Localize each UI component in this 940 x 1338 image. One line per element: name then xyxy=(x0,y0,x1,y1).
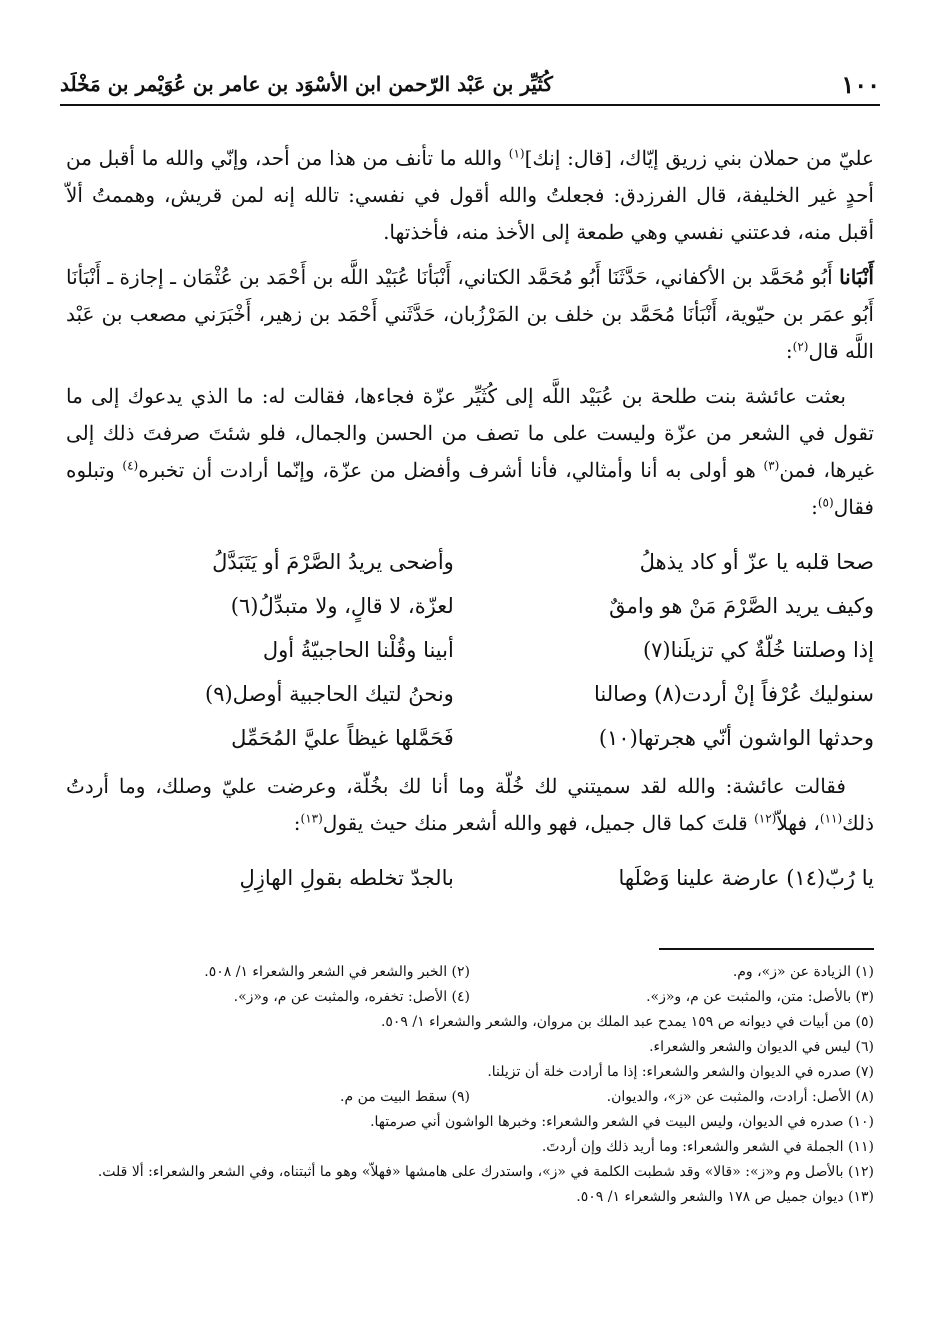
footnote: (٥) من أبيات في ديوانه ص ١٥٩ يمدح عبد الملك بن مروان، والشعر والشعراء ١/ ٥٠٩. xyxy=(380,1014,874,1030)
poem-block xyxy=(66,540,874,760)
footnote: (٣) بالأصل: متن، والمثبت عن م، و«ز». xyxy=(646,989,874,1005)
footnote: (١) الزيادة عن «ز»، وم. xyxy=(732,964,874,980)
footnote-row xyxy=(66,1185,874,1210)
page-header xyxy=(60,64,880,106)
footnote-ref: (٣) xyxy=(763,458,780,473)
verse-line xyxy=(66,540,874,584)
footnote: (٨) الأصل: أرادت، والمثبت عن «ز»، والديوان. xyxy=(606,1089,874,1105)
paragraph-4: فقالت عائشة: والله لقد سميتني لك خُلّة وما أنا لك بخُلّة، وعرضت عليّ وصلك، وما أردتُ ذلك$^{(١١)}$، فهلاّ$^{(١٢)}$ قلتَ كما قال جميل، فهو والله أشعر منك حيث يقول$^{(١٣)}$: xyxy=(66,774,874,835)
footnote-row xyxy=(66,1035,874,1060)
footnote: (٦) ليس في الديوان والشعر والشعراء. xyxy=(649,1039,874,1055)
footnote-ref: (٥) xyxy=(817,495,834,510)
verse-second-half: بالجدّ تخلطه بقولِ الهازِلِ xyxy=(239,865,454,890)
verse-second-half: لعزّة، لا قالٍ، ولا متبدِّلُ(٦) xyxy=(230,593,454,618)
footnote: (٩) سقط البيت من م. xyxy=(340,1089,470,1105)
verse-first-half: سنوليك عُرْفاً إنْ أردت(٨) وصالنا xyxy=(594,681,874,706)
verse-second-half: ونحنُ لتيك الحاجبية أوصل(٩) xyxy=(205,681,454,706)
verse-first-half: إذا وصلتنا خُلّةٌ كي تزيلَنا(٧) xyxy=(642,637,874,662)
footnote-row xyxy=(66,1160,874,1185)
footnote-row xyxy=(66,1135,874,1160)
footnote: (١١) الجملة في الشعر والشعراء: وما أريد ذلك وإن أردتَ. xyxy=(541,1139,874,1155)
footnote: (٢) الخبر والشعر في الشعر والشعراء ١/ ٥٠٨. xyxy=(204,964,470,980)
verse-second-half: وأضحى يريدُ الصَّرْمَ أو يَتَبَدَّلُ xyxy=(212,549,454,574)
paragraph-2: أَنْبَانا أَبُو مُحَمَّد بن الأكفاني، حَدَّثَنَا أَبُو مُحَمَّد الكتاني، أَنْبَأنَا عُبَيْد اللَّه بن أَحْمَد بن عُثْمَان ـ إجازة ـ أَنْبَأنَا أَبُو عمَر بن حيّوية، أَنْبَأنَا مُحَمَّد بن خلف بن المَرْزُبان، حَدَّثَني أَحْمَد بن زهير، أَخْبَرَني مصعب بن عَبْد اللَّه قال$^{(٢)}$: xyxy=(66,265,874,363)
footnote: (١٢) بالأصل وم و«ز»: «قالا» وقد شطبت الكلمة في «ز»، واستدرك على هامشها «فهلاّ» وهو ما أثبتناه، وفي الشعر والشعراء: ألا قلت. xyxy=(97,1164,874,1180)
footnote-ref: (١٣) xyxy=(300,811,323,826)
verse-second-half: أبينا وقُلْنا الحاجبيّةُ أول xyxy=(262,637,454,662)
footnote-row xyxy=(66,960,874,985)
verse-line xyxy=(66,856,874,900)
verse-line xyxy=(66,672,874,716)
verse-line xyxy=(66,584,874,628)
footnotes xyxy=(66,960,874,1210)
footnote-divider xyxy=(659,948,874,950)
paragraph-1: عليّ من حملان بني زريق إيّاك، [قال: إنك]$^{(١)}$ والله ما تأنف من هذا من أحد، وإنّي والله ما أقبل من أحدٍ غير الخليفة، قال الفرزدق: فجعلتُ والله أقول في نفسي: تالله إنه لمن قريش، وهممتُ ألاّ أقبل منه، فدعتني نفسي وهي طمعة إلى الأخذ منه، فأخذتها. xyxy=(66,146,874,244)
footnote-row xyxy=(66,1110,874,1135)
running-title: كُثَيِّر بن عَبْد الرّحمن ابن الأسْوَد بن عامر بن عُوَيْمر بن مَخْلَد xyxy=(60,72,553,96)
verse-first-half: وحدثها الواشون أنّي هجرتها(١٠) xyxy=(598,725,874,750)
verse-line xyxy=(66,628,874,672)
footnote-row xyxy=(66,1060,874,1085)
footnote: (١٣) ديوان جميل ص ١٧٨ والشعر والشعراء ١/ ٥٠٩. xyxy=(576,1189,874,1205)
footnote: (١٠) صدره في الديوان، وليس البيت في الشعر والشعراء: وخبرها الواشون أني صرمتها. xyxy=(370,1114,874,1130)
verse-first-half: يا رُبّ(١٤) عارضة علينا وَصْلَها xyxy=(618,865,874,890)
footnote-row xyxy=(66,985,874,1010)
page-number: ١٠٠ xyxy=(841,69,880,99)
footnote-ref: (٤) xyxy=(122,458,139,473)
footnote-ref: (١) xyxy=(508,146,525,161)
verse-first-half: صحا قلبه يا عزّ أو كاد يذهلُ xyxy=(639,549,874,574)
poem-block-2 xyxy=(66,856,874,900)
main-text xyxy=(66,140,874,908)
footnote: (٤) الأصل: تخفره، والمثبت عن م، و«ز». xyxy=(233,989,470,1005)
isnad-lead-word: أَنْبَانا xyxy=(839,265,874,289)
footnote-row xyxy=(66,1085,874,1110)
verse-line xyxy=(66,716,874,760)
verse-first-half: وكيف يريد الصَّرْمَ مَنْ هو وامقٌ xyxy=(609,593,874,618)
footnote-ref: (٢) xyxy=(792,339,809,354)
footnote: (٧) صدره في الديوان والشعر والشعراء: إذا ما أرادت خلة أن تزيلنا. xyxy=(487,1064,874,1080)
verse-second-half: فَحَمَّلها غيظاً عليَّ المُحَمِّل xyxy=(231,725,454,750)
paragraph-3: بعثت عائشة بنت طلحة بن عُبَيْد اللَّه إلى كُثَيِّر عزّة فجاءها، فقالت له: ما الذي يدعوك إلى ما تقول في الشعر من عزّة وليست على ما تصف من الحسن والجمال، فلو شئتَ صرفتَ ذلك إلى غيرها، فمن$^{(٣)}$ هو أولى به أنا وأمثالي، فأنا أشرف وأفضل من عزّة، وإنّما أرادت أن تخبره$^{(٤)}$ وتبلوه فقال$^{(٥)}$: xyxy=(66,384,874,519)
footnote-ref: (١٢) xyxy=(754,811,777,826)
footnote-row xyxy=(66,1010,874,1035)
footnote-ref: (١١) xyxy=(819,811,843,826)
